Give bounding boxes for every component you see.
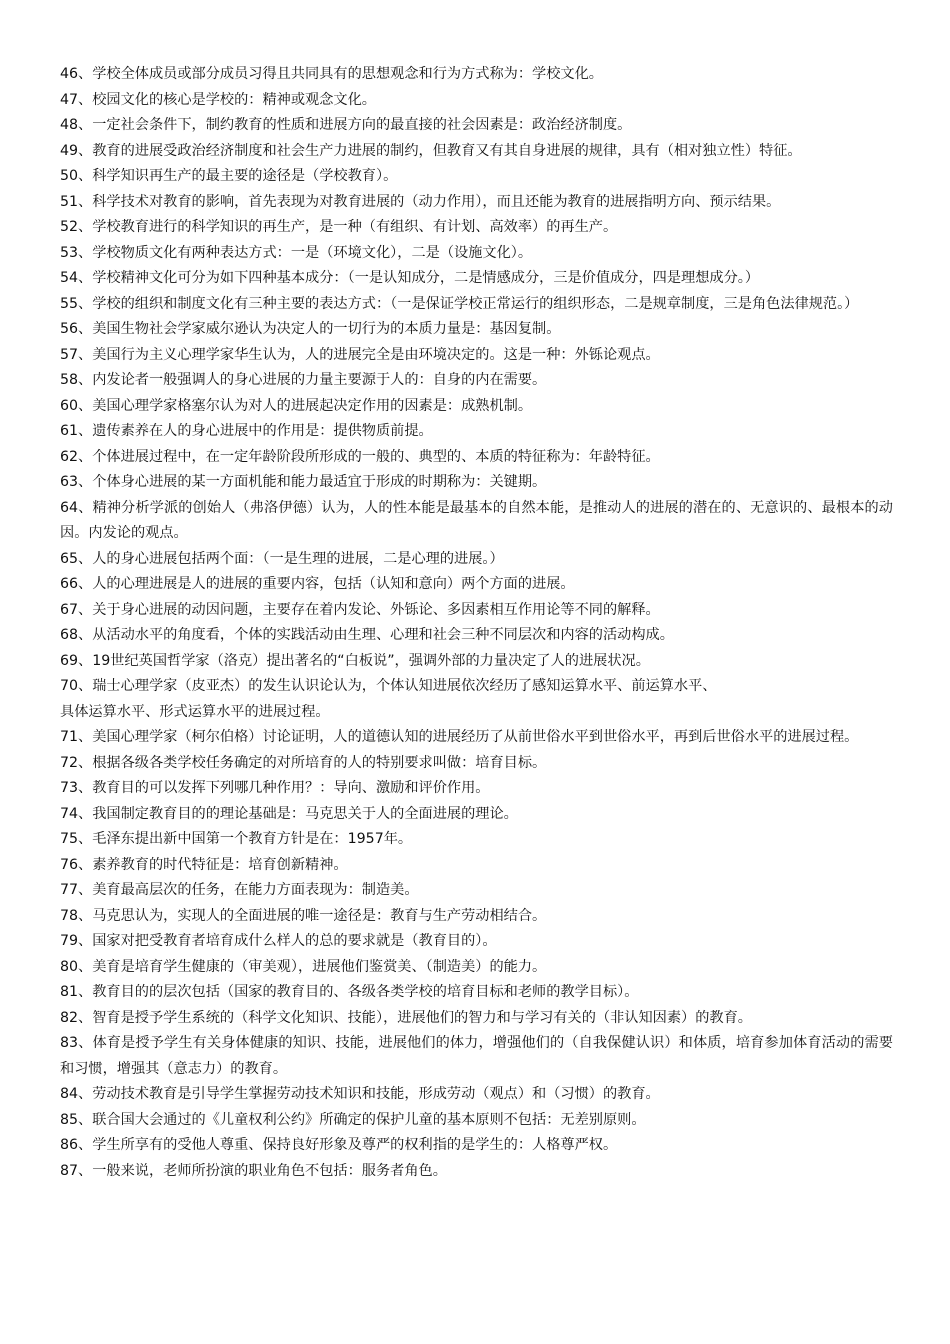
- list-item: 51、科学技术对教育的影响，首先表现为对教育进展的（动力作用），而且还能为教育的进展指明方向、预示结果。: [60, 193, 781, 210]
- list-item: 48、一定社会条件下，制约教育的性质和进展方向的最直接的社会因素是：政治经济制度。: [60, 117, 632, 133]
- list-item: 67、关于身心进展的动因问题，主要存在着内发论、外铄论、多因素相互作用论等不同的解释。: [60, 601, 660, 618]
- list-item: 71、美国心理学家（柯尔伯格）讨论证明，人的道德认知的进展经历了从前世俗水平到世俗水平，再到后世俗水平的进展过程。: [60, 729, 859, 745]
- list-item: 81、教育目的的层次包括（国家的教育目的、各级各类学校的培育目标和老师的教学目标）。: [60, 984, 639, 1000]
- list-item: 56、美国生物社会学家威尔逊认为决定人的一切行为的本质力量是：基因复制。: [60, 321, 561, 337]
- list-item: 80、美育是培育学生健康的（审美观），进展他们鉴赏美、（制造美）的能力。: [60, 958, 547, 975]
- list-item: 64、精神分析学派的创始人（弗洛伊德）认为，人的性本能是最基本的自然本能，是推动人的进展的潜在的、无意识的、最根本的动因。内发论的观点。: [60, 499, 893, 541]
- list-item: 65、人的身心进展包括两个面：（一是生理的进展，二是心理的进展。）: [60, 550, 504, 567]
- list-item: 83、体育是授予学生有关身体健康的知识、技能，进展他们的体力，增强他们的（自我保健认识）和体质，培育参加体育活动的需要和习惯，增强其（意志力）的教育。: [60, 1035, 893, 1077]
- list-item: 73、教育目的可以发挥下列哪几种作用？：导向、激励和评价作用。: [60, 780, 490, 796]
- list-item: 75、毛泽东提出新中国第一个教育方针是在：1957年。: [60, 831, 413, 847]
- list-item: 77、美育最高层次的任务，在能力方面表现为：制造美。: [60, 882, 419, 898]
- list-item: 87、一般来说，老师所扮演的职业角色不包括：服务者角色。: [60, 1162, 447, 1179]
- list-item: 52、学校教育进行的科学知识的再生产，是一种（有组织、有计划、高效率）的再生产。: [60, 219, 618, 235]
- list-item: 58、内发论者一般强调人的身心进展的力量主要源于人的：自身的内在需要。: [60, 372, 547, 388]
- list-item: 61、遗传素养在人的身心进展中的作用是：提供物质前提。: [60, 423, 433, 439]
- list-item: 47、校园文化的核心是学校的：精神或观念文化。: [60, 91, 376, 108]
- list-item: 70、瑞士心理学家（皮亚杰）的发生认识论认为，个体认知进展依次经历了感知运算水平、前运算水平、 具体运算水平、形式运算水平的进展过程。: [60, 678, 717, 720]
- list-item: 82、智育是授予学生系统的（科学文化知识、技能），进展他们的智力和与学习有关的（非认知因素）的教育。: [60, 1009, 752, 1026]
- list-item: 86、学生所享有的受他人尊重、保持良好形象及尊严的权利指的是学生的：人格尊严权。: [60, 1137, 618, 1153]
- list-item: 54、学校精神文化可分为如下四种基本成分：（一是认知成分，二是情感成分，三是价值成分，四是理想成分。）: [60, 270, 760, 286]
- list-item: 55、学校的组织和制度文化有三种主要的表达方式：（一是保证学校正常运行的组织形态，二是规章制度，三是角色法律规范。）: [60, 295, 859, 312]
- document-page: [60, 62, 893, 1184]
- list-item: 60、美国心理学家格塞尔认为对人的进展起决定作用的因素是：成熟机制。: [60, 397, 533, 414]
- list-item: 85、联合国大会通过的《儿童权利公约》所确定的保护儿童的基本原则不包括：无差别原则。: [60, 1111, 646, 1128]
- list-item: 72、根据各级各类学校任务确定的对所培育的人的特别要求叫做：培育目标。: [60, 754, 547, 771]
- list-item: 69、19世纪英国哲学家（洛克）提出著名的“白板说”，强调外部的力量决定了人的进展状况。: [60, 652, 650, 669]
- list-item: 84、劳动技术教育是引导学生掌握劳动技术知识和技能，形成劳动（观点）和（习惯）的教育。: [60, 1086, 660, 1102]
- list-item: 53、学校物质文化有两种表达方式：一是（环境文化），二是（设施文化）。: [60, 244, 533, 261]
- list-item: 79、国家对把受教育者培育成什么样人的总的要求就是（教育目的）。: [60, 933, 497, 949]
- list-item: 76、素养教育的时代特征是：培育创新精神。: [60, 856, 348, 873]
- list-item: 57、美国行为主义心理学家华生认为，人的进展完全是由环境决定的。这是一种：外铄论观点。: [60, 346, 660, 363]
- list-item: 63、个体身心进展的某一方面机能和能力最适宜于形成的时期称为：关键期。: [60, 474, 547, 490]
- list-item: 50、科学知识再生产的最主要的途径是（学校教育）。: [60, 168, 398, 184]
- list-item: 68、从活动水平的角度看，个体的实践活动由生理、心理和社会三种不同层次和内容的活动构成。: [60, 627, 674, 643]
- list-item: 74、我国制定教育目的的理论基础是：马克思关于人的全面进展的理论。: [60, 805, 518, 822]
- list-item: 49、教育的进展受政治经济制度和社会生产力进展的制约，但教育又有其自身进展的规律，具有（相对独立性）特征。: [60, 142, 802, 159]
- list-item: 46、学校全体成员或部分成员习得且共同具有的思想观念和行为方式称为：学校文化。: [60, 66, 603, 82]
- list-item: 62、个体进展过程中，在一定年龄阶段所形成的一般的、典型的、本质的特征称为：年龄特征。: [60, 448, 660, 465]
- list-item: 66、人的心理进展是人的进展的重要内容，包括（认知和意向）两个方面的进展。: [60, 576, 575, 592]
- list-item: 78、马克思认为，实现人的全面进展的唯一途径是：教育与生产劳动相结合。: [60, 907, 547, 924]
